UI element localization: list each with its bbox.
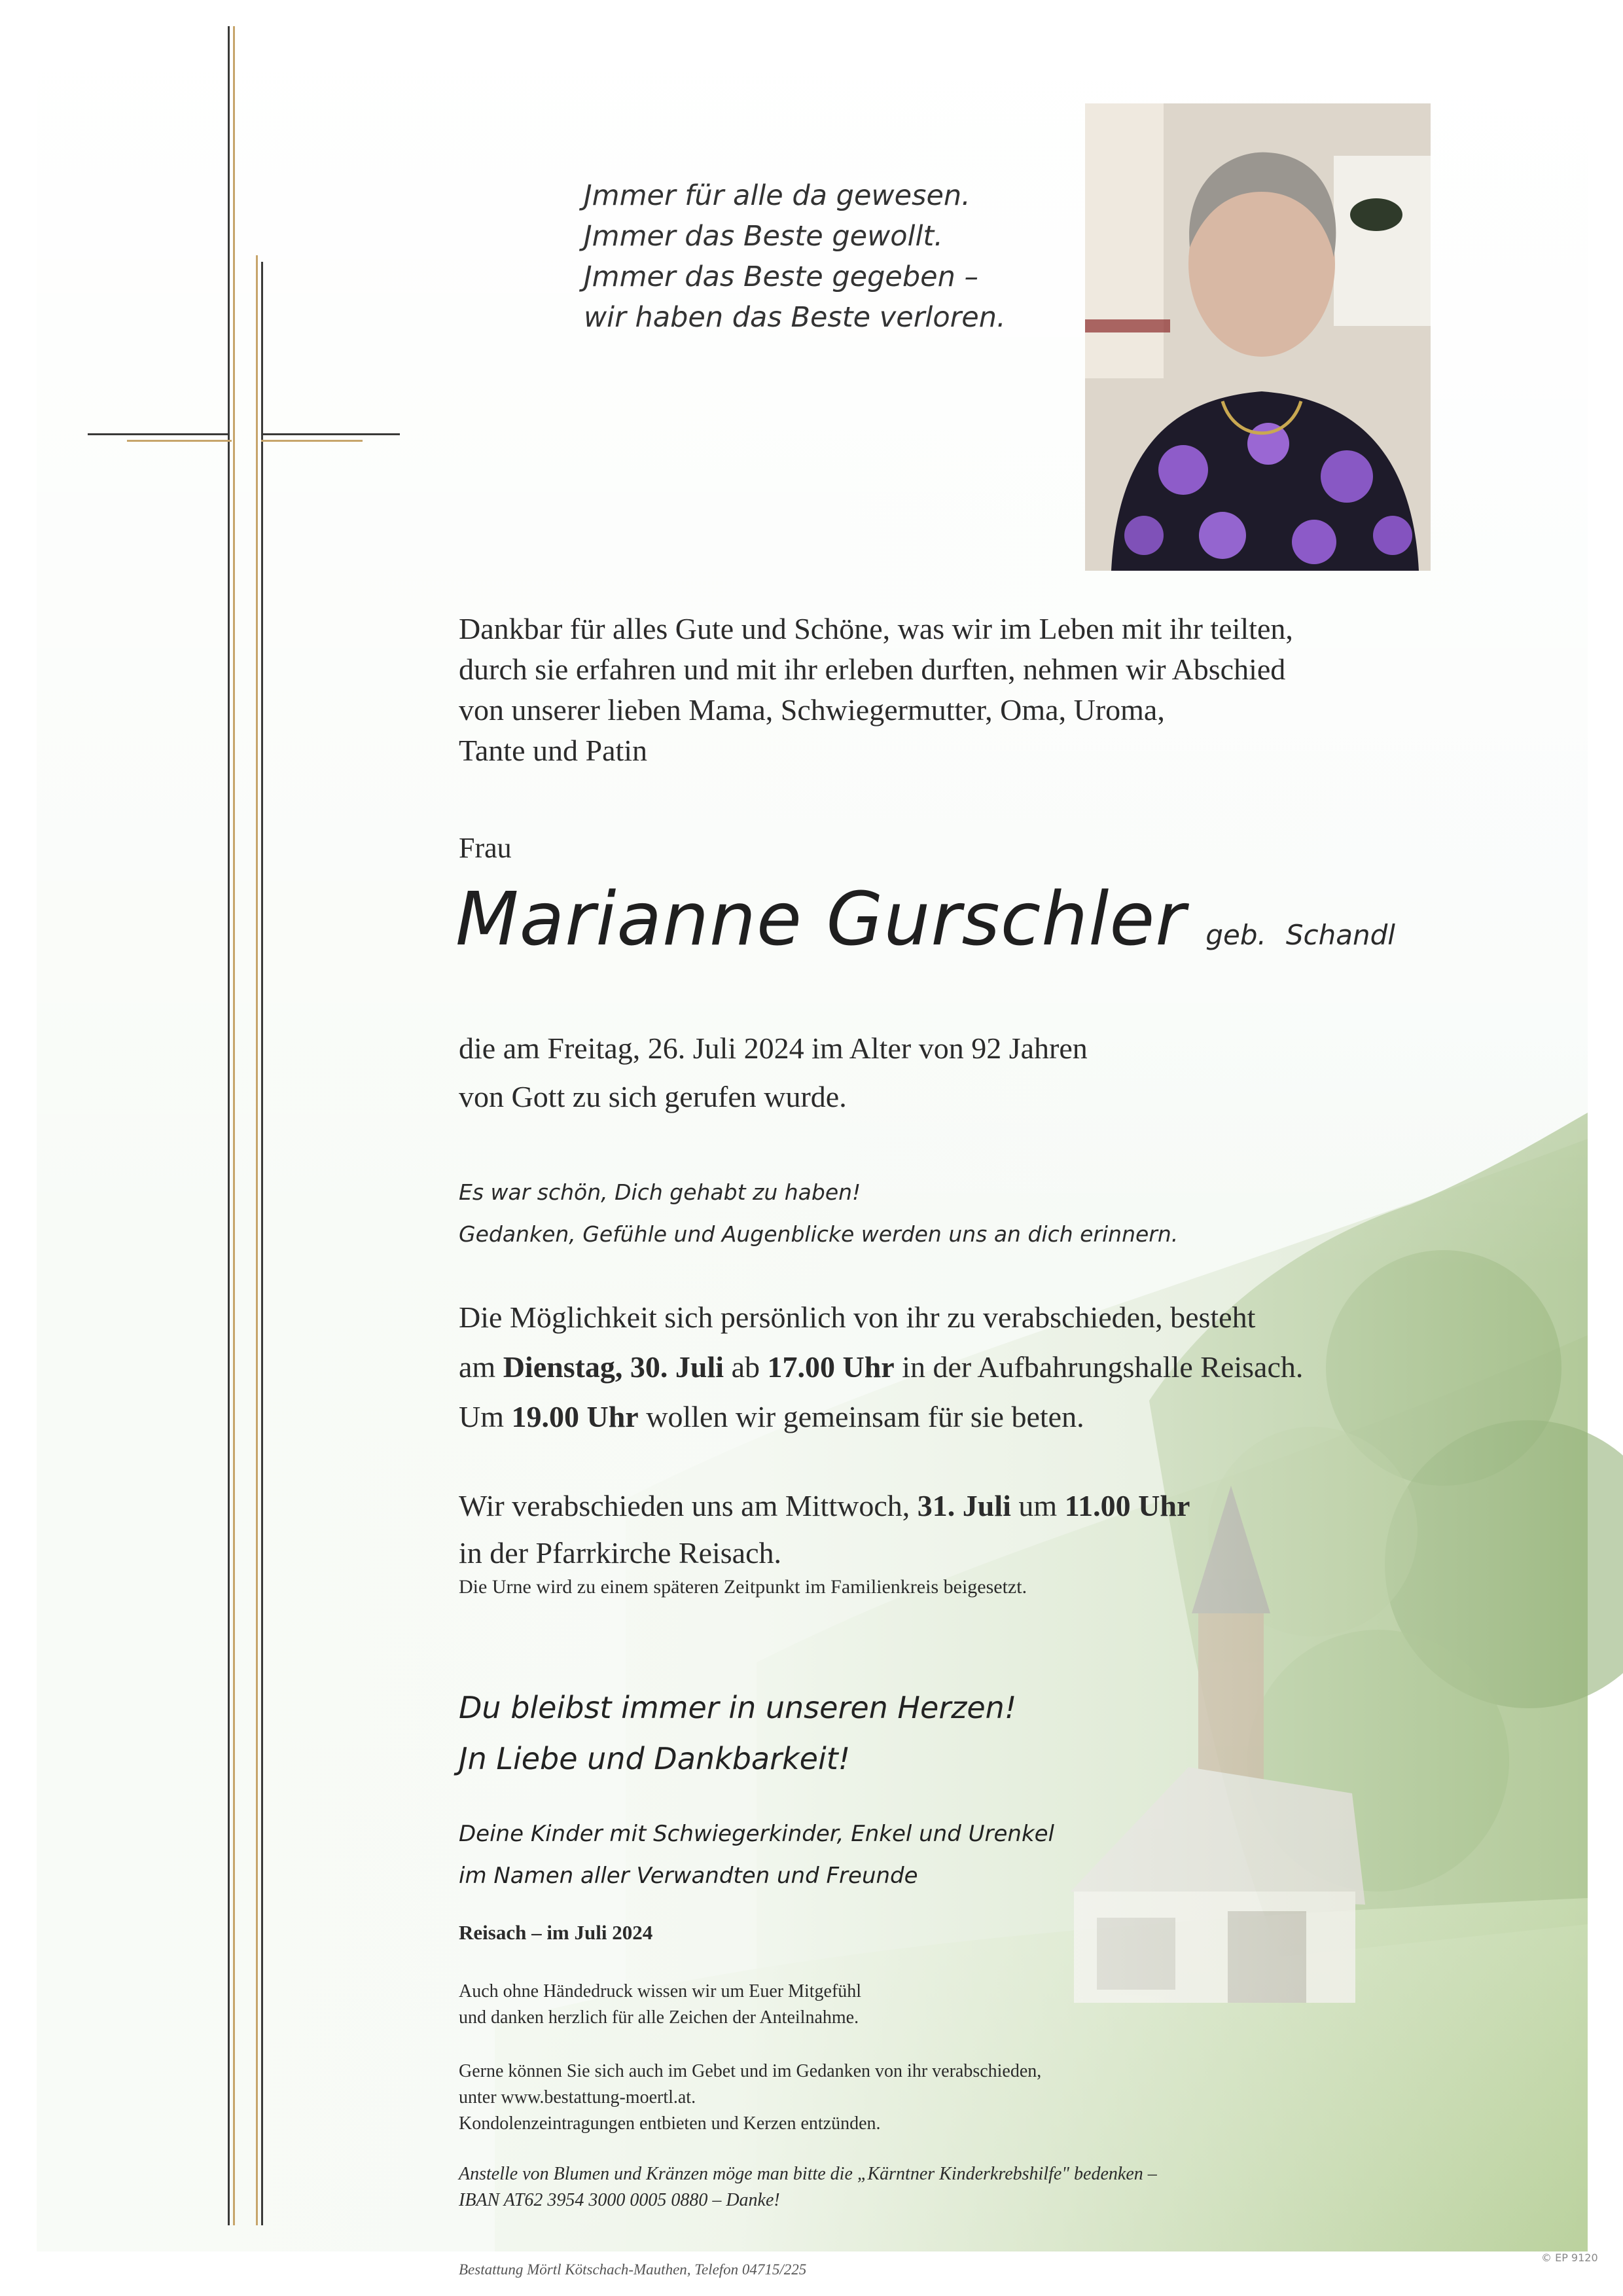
mourners-line: im Namen aller Verwandten und Freunde: [459, 1863, 918, 1889]
cross-horizontal-gold-right: [261, 440, 363, 442]
intro-text: [459, 609, 1571, 771]
motto-line: wir haben das Beste verloren.: [584, 301, 1006, 334]
thanks-line: Auch ohne Händedruck wissen wir um Euer Mitgefühl: [459, 1981, 862, 2001]
online-link[interactable]: unter www.bestattung-moertl.at.: [459, 2087, 696, 2108]
prayer-time: 19.00 Uhr: [511, 1400, 639, 1433]
online-condolence-note: [459, 2058, 1041, 2137]
death-notice: [459, 1024, 1088, 1121]
thanks-note: [459, 1979, 861, 2031]
viewing-line: [459, 1342, 1303, 1392]
maiden-name: Schandl: [1285, 919, 1395, 951]
deceased-name-block: [455, 877, 1395, 962]
portrait-photo: [1085, 103, 1431, 571]
salutation: Frau: [459, 832, 512, 864]
prayer-line: [459, 1392, 1303, 1442]
donation-iban: IBAN AT62 3954 3000 0005 0880 – Danke!: [459, 2190, 780, 2210]
deceased-name: Marianne Gurschler: [455, 877, 1186, 962]
funeral-home-footer: Bestattung Mörtl Kötschach-Mauthen, Telefon 04715/225: [459, 2261, 807, 2278]
funeral-date: 31. Juli: [917, 1489, 1011, 1522]
funeral-text: um: [1010, 1489, 1065, 1522]
motto-line: Jmmer für alle da gewesen.: [584, 179, 971, 212]
funeral-line: [459, 1482, 1190, 1530]
online-line: Kondolenzeintragungen entbieten und Kerzen entzünden.: [459, 2113, 881, 2134]
viewing-info: [459, 1293, 1303, 1442]
motto-line: Jmmer das Beste gewollt.: [584, 220, 943, 253]
memory-verse: [459, 1172, 1178, 1255]
memory-line: Es war schön, Dich gehabt zu haben!: [459, 1179, 861, 1205]
viewing-line: Die Möglichkeit sich persönlich von ihr zu verabschieden, besteht: [459, 1300, 1256, 1334]
funeral-time: 11.00 Uhr: [1064, 1489, 1190, 1522]
viewing-text: am: [459, 1350, 503, 1384]
funeral-text: Wir verabschieden uns am Mittwoch,: [459, 1489, 918, 1522]
hearts-line: Jn Liebe und Dankbarkeit!: [459, 1741, 851, 1776]
cross-vertical-dark-left: [228, 26, 230, 2225]
portrait-icon: [1085, 103, 1431, 571]
death-line: die am Freitag, 26. Juli 2024 im Alter von 92 Jahren: [459, 1031, 1088, 1065]
motto-line: Jmmer das Beste gegeben –: [584, 260, 978, 293]
memory-line: Gedanken, Gefühle und Augenblicke werden uns an dich erinnern.: [459, 1221, 1179, 1247]
prayer-text: Um: [459, 1400, 512, 1433]
intro-line: von unserer lieben Mama, Schwiegermutter, Oma, Uroma,: [459, 693, 1165, 726]
funeral-info: [459, 1482, 1190, 1577]
viewing-text: in der Aufbahrungshalle Reisach.: [894, 1350, 1304, 1384]
print-code: © EP 9120: [1541, 2251, 1598, 2264]
viewing-day: Dienstag, 30. Juli: [503, 1350, 724, 1384]
cross-vertical-gold-right: [256, 255, 258, 2225]
online-line: Gerne können Sie sich auch im Gebet und im Gedanken von ihr verabschieden,: [459, 2061, 1042, 2081]
cross-horizontal-dark-right: [261, 433, 400, 435]
intro-line: Tante und Patin: [459, 734, 648, 767]
mourners: [459, 1813, 1054, 1897]
viewing-text: ab: [724, 1350, 768, 1384]
born-prefix: geb.: [1205, 919, 1266, 951]
mourners-line: Deine Kinder mit Schwiegerkinder, Enkel und Urenkel: [459, 1821, 1054, 1847]
viewing-time: 17.00 Uhr: [767, 1350, 895, 1384]
intro-line: durch sie erfahren und mit ihr erleben durften, nehmen wir Abschied: [459, 653, 1286, 686]
thanks-line: und danken herzlich für alle Zeichen der Anteilnahme.: [459, 2007, 859, 2028]
hearts-verse: [459, 1682, 1016, 1784]
intro-line: Dankbar für alles Gute und Schöne, was wir im Leben mit ihr teilten,: [459, 612, 1293, 645]
cross-vertical-gold-left: [233, 26, 235, 2225]
funeral-line: in der Pfarrkirche Reisach.: [459, 1536, 782, 1570]
urn-note: Die Urne wird zu einem späteren Zeitpunkt im Familienkreis beigesetzt.: [459, 1576, 1027, 1598]
donation-note: [459, 2161, 1157, 2214]
place-date: Reisach – im Juli 2024: [459, 1921, 653, 1944]
prayer-text: wollen wir gemeinsam für sie beten.: [638, 1400, 1084, 1433]
death-line: von Gott zu sich gerufen wurde.: [459, 1080, 847, 1113]
hearts-line: Du bleibst immer in unseren Herzen!: [459, 1690, 1017, 1725]
cross-horizontal-dark-left: [88, 433, 228, 435]
motto-verse: [584, 175, 1081, 338]
cross-vertical-dark-right: [261, 262, 263, 2225]
cross-horizontal-gold-left: [127, 440, 232, 442]
donation-line: Anstelle von Blumen und Kränzen möge man bitte die „Kärntner Kinderkrebshilfe" bedenken –: [459, 2164, 1157, 2184]
